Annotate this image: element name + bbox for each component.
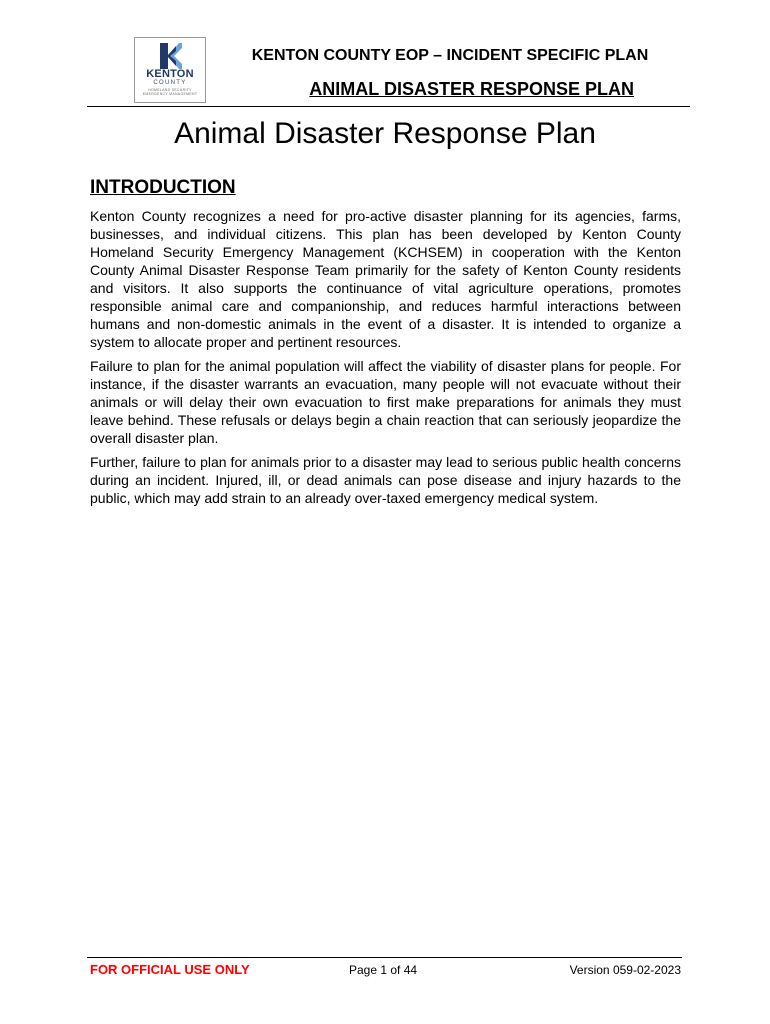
paragraph: Further, failure to plan for animals prior to a disaster may lead to serious public health concerns during an incident. Injured, ill, or dead animals can pose disease and injury hazards to the public, which may add strain to an already over-taxed emergency medical system. [90,454,681,506]
page-number: Page 1 of 44 [349,963,418,977]
header-divider [87,106,690,107]
classification-label: FOR OFFICIAL USE ONLY [90,962,250,977]
logo-name-text: KENTON [146,68,194,80]
paragraph: Kenton County recognizes a need for pro-active disaster planning for its agencies, farms, businesses, and individual citizens. This plan has been developed by Kenton County Homeland Security Emergency Management (KCHSEM) in cooperation with the Kenton County Animal Disaster Response Team primarily for the safety of Kenton County residents and visitors. It also supports the continuance of vital agriculture operations, promotes responsible animal care and companionship, and reduces harmful interactions between humans and non-domestic animals in the event of a disaster. It is intended to organize a system to allocate proper and pertinent resources. [90,208,681,350]
logo-sub-text: COUNTY [153,80,187,86]
kenton-county-logo [134,37,206,103]
page-title: Animal Disaster Response Plan [174,117,596,150]
header-plan-title: KENTON COUNTY EOP – INCIDENT SPECIFIC PLAN [251,47,649,64]
k-emblem-icon [157,42,183,70]
body-text [90,207,681,513]
paragraph: Failure to plan for the animal population will affect the viability of disaster plans for people. For instance, if the disaster warrants an evacuation, many people will not evacuate without their animals or will delay their own evacuation to first make preparations for animals they must leave behind. These refusals or delays begin a chain reaction that can seriously jeopardize the overall disaster plan. [90,358,681,446]
section-heading: INTRODUCTION [90,177,236,198]
footer-divider [87,957,682,958]
header-plan-subtitle: ANIMAL DISASTER RESPONSE PLAN [309,79,634,99]
logo-fine-print: HOMELAND SECURITY EMERGENCY MANAGEMENT [142,88,198,96]
version-label: Version 059-02-2023 [569,963,681,977]
